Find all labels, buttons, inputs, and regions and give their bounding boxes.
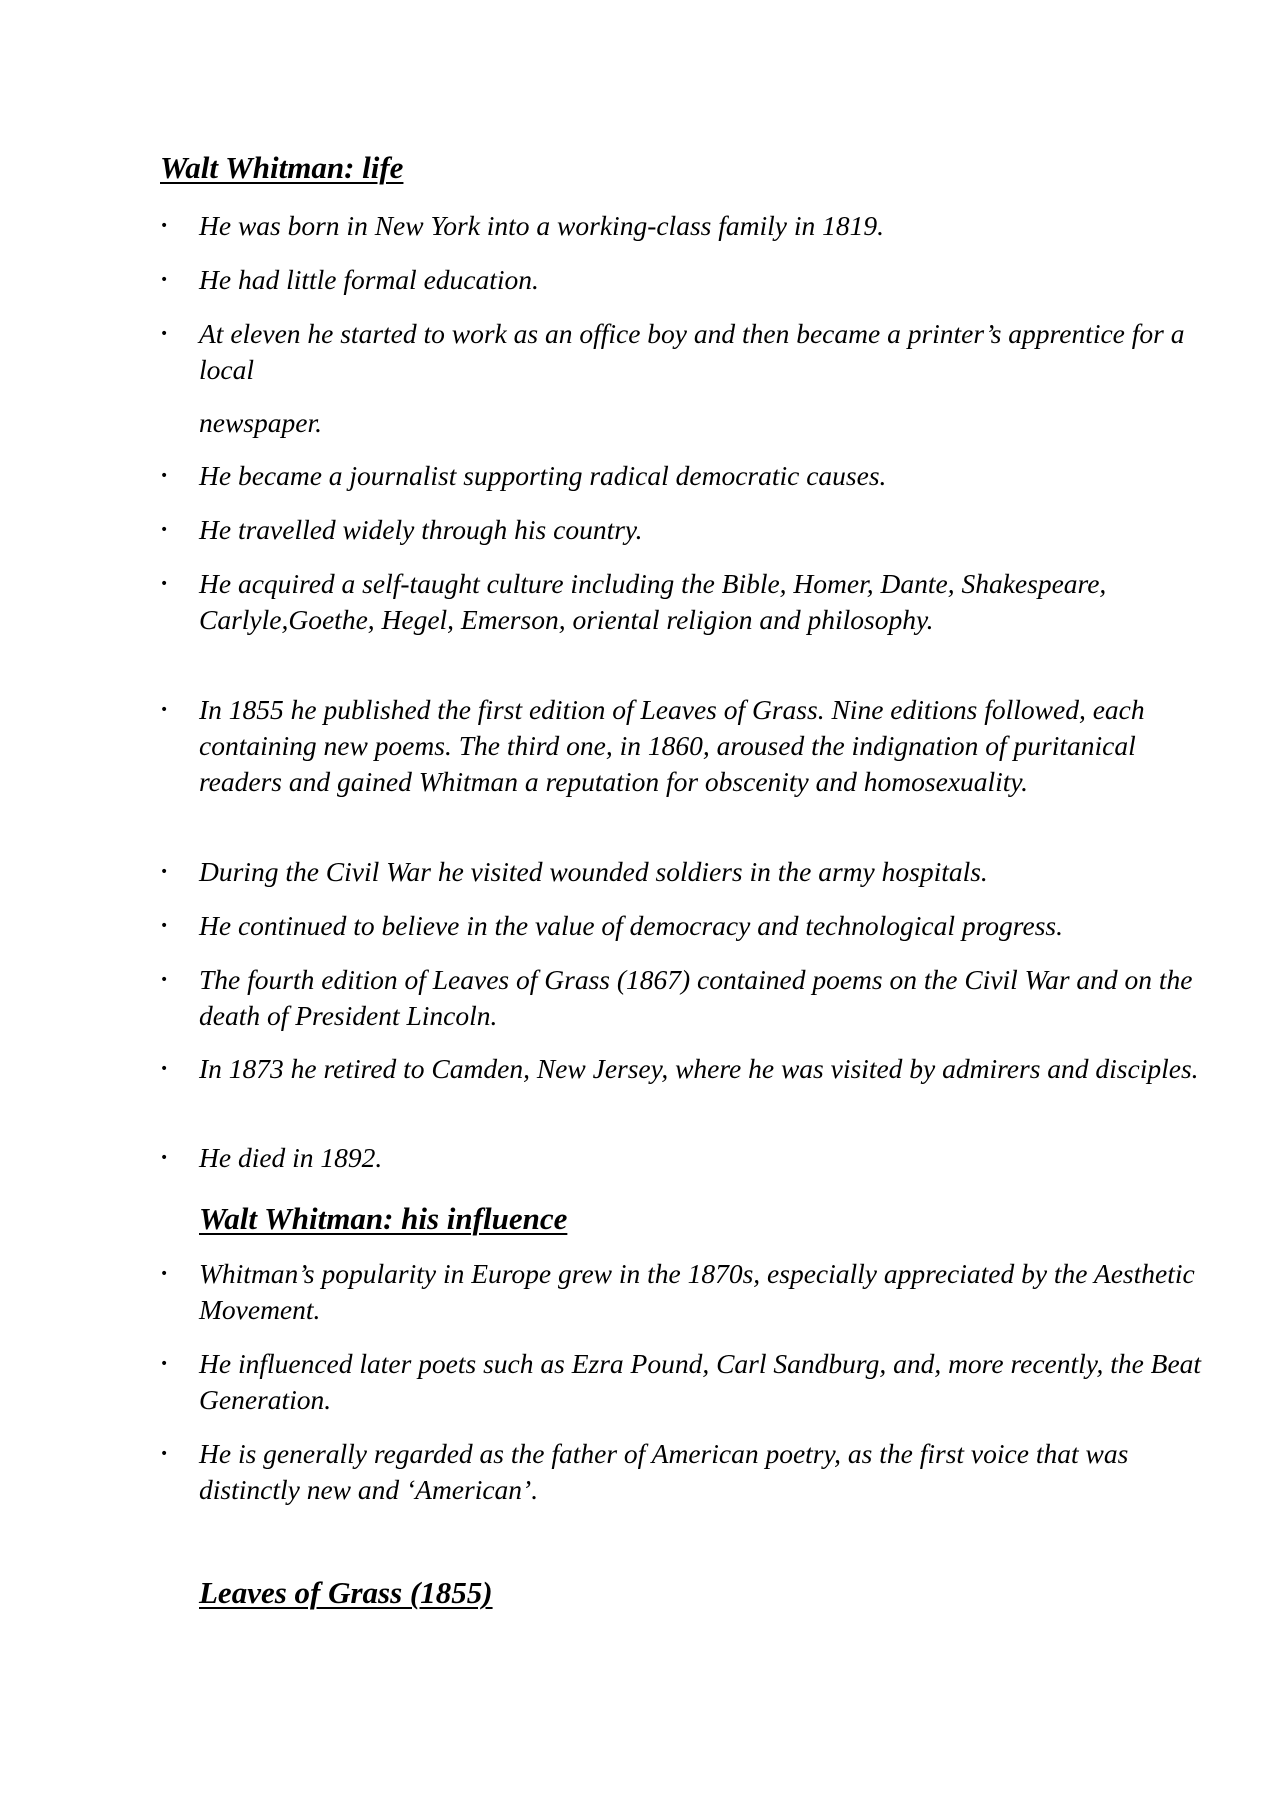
- list-item-text: The fourth edition of Leaves of Grass (1867) contained poems on the Civil War and on the death of President Lincoln.: [199, 964, 1193, 1031]
- bullet-icon: •: [160, 326, 169, 342]
- bullet-icon: •: [160, 218, 169, 234]
- bullet-icon: •: [160, 468, 169, 484]
- list-item-text: He became a journalist supporting radical democratic causes.: [199, 460, 887, 491]
- list-item-text: He influenced later poets such as Ezra Pound, Carl Sandburg, and, more recently, the Beat Generation.: [199, 1348, 1202, 1415]
- bullet-icon: •: [160, 918, 169, 934]
- list-item-text: He acquired a self-taught culture including the Bible, Homer, Dante, Shakespeare, Carlyle,Goethe, Hegel, Emerson, oriental religion and philosophy.: [199, 568, 1107, 635]
- list-item-text: In 1873 he retired to Camden, New Jersey, where he was visited by admirers and disciples.: [199, 1053, 1199, 1084]
- bullet-icon: •: [160, 1356, 169, 1372]
- list-item-text: In 1855 he published the first edition of Leaves of Grass. Nine editions followed, each containing new poems. The third one, in 1860, aroused the indignation of puritanical readers and gained Whitman a reputation for obscenity and homosexuality.: [199, 694, 1145, 797]
- section-heading-influence: Walt Whitman: his influence: [199, 1201, 568, 1236]
- list-item-text: [199, 1436, 1209, 1508]
- list-item-text: During the Civil War he visited wounded soldiers in the army hospitals.: [199, 856, 988, 887]
- bullet-icon: •: [160, 1446, 169, 1462]
- list-item-text: He was born in New York into a working-class family in 1819.: [199, 210, 884, 241]
- bullet-icon: •: [160, 522, 169, 538]
- list-item-continuation: newspaper.: [199, 407, 322, 438]
- section-heading-life: Walt Whitman: life: [160, 150, 404, 185]
- list-item-text: He continued to believe in the value of democracy and technological progress.: [199, 910, 1063, 941]
- bullet-icon: •: [160, 702, 169, 718]
- bullet-icon: •: [160, 576, 169, 592]
- list-item-text: At eleven he started to work as an office boy and then became a printer’s apprentice for a local: [199, 318, 1185, 385]
- bullet-icon: •: [160, 1266, 169, 1282]
- bullet-icon: •: [160, 272, 169, 288]
- bullet-icon: •: [160, 1061, 169, 1077]
- list-item-text: Whitman’s popularity in Europe grew in the 1870s, especially appreciated by the Aesthetic Movement.: [199, 1258, 1195, 1325]
- section-heading-leaves-of-grass: Leaves of Grass (1855): [199, 1575, 493, 1610]
- list-item-text-main: He is generally regarded as the father of American poetry, as the first voice that was distinctly new and ‘American’.: [199, 1438, 1129, 1505]
- list-item-text: He travelled widely through his country.: [199, 514, 643, 545]
- bullet-icon: •: [160, 864, 169, 880]
- list-item-text: He had little formal education.: [199, 264, 539, 295]
- bullet-icon: •: [160, 1150, 169, 1166]
- bullet-icon: •: [160, 972, 169, 988]
- list-item-text: He died in 1892.: [199, 1142, 383, 1173]
